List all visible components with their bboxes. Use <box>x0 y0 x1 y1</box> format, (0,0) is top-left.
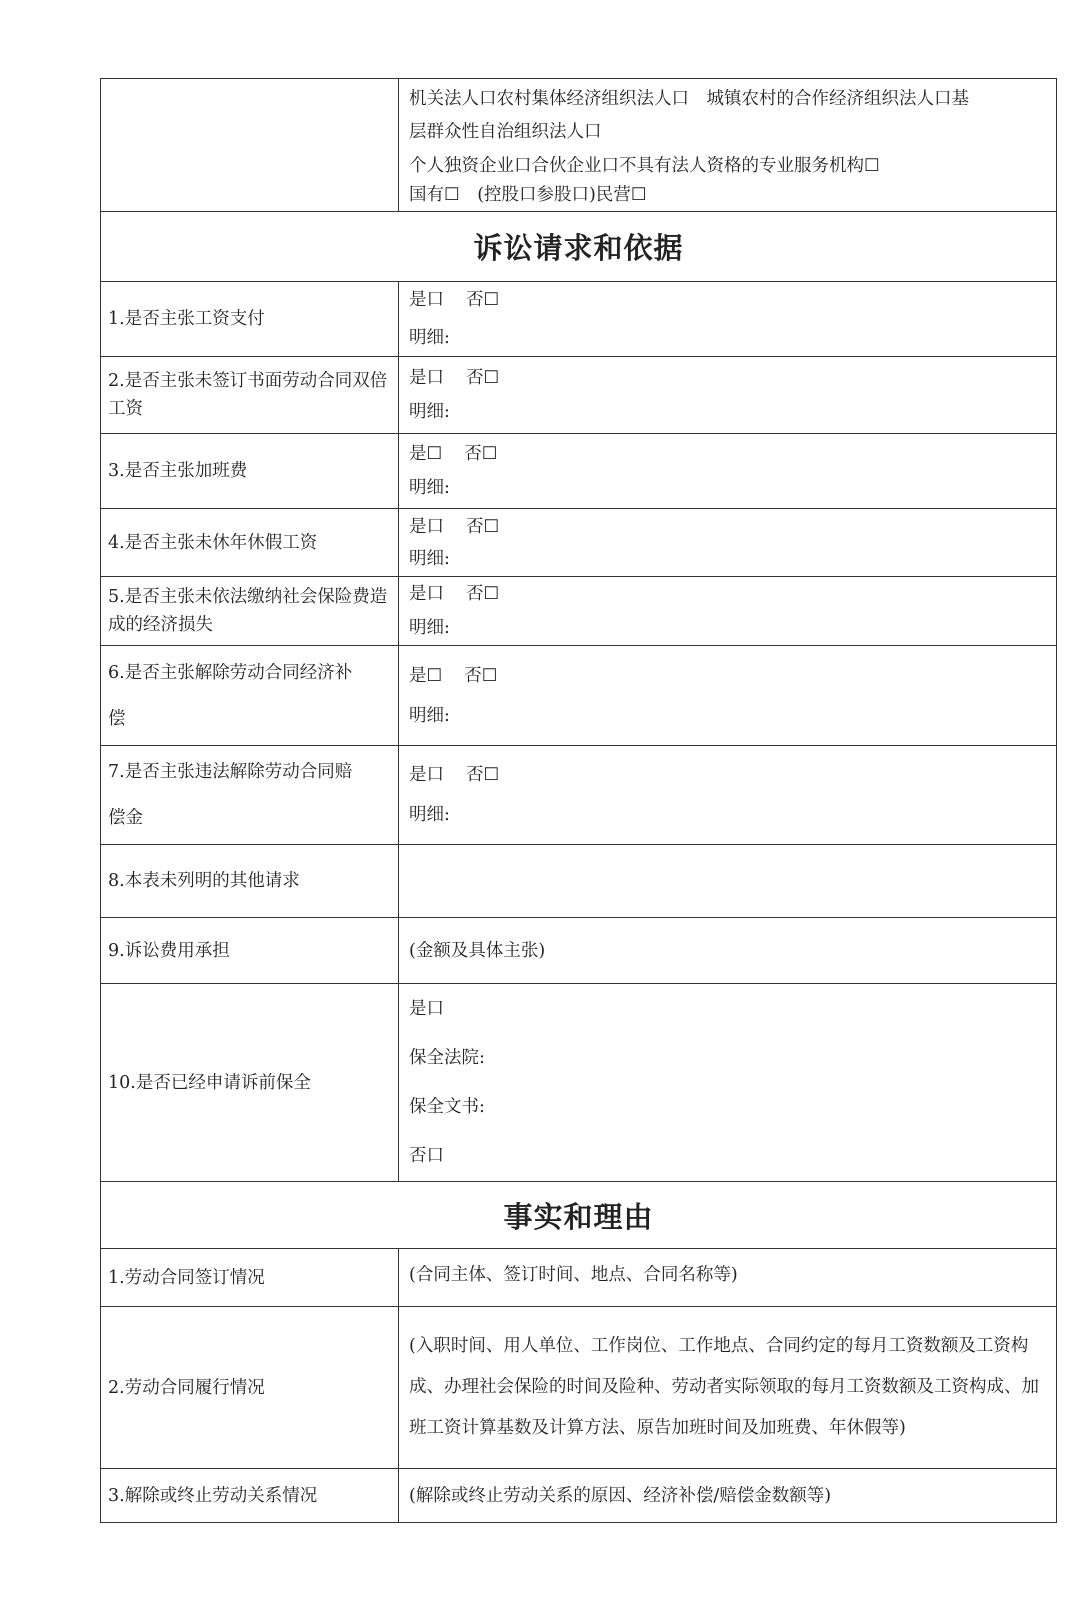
entity-type-line-1: 机关法人口农村集体经济组织法人口 城镇农村的合作经济组织法人口基 <box>409 89 969 109</box>
claim-row-10 <box>101 984 1057 1182</box>
claim-row-5 <box>101 577 1057 646</box>
no-checkbox[interactable]: 否☐ <box>466 368 500 388</box>
yes-checkbox[interactable]: 是口 <box>409 290 444 310</box>
claim-label: 2.是否主张未签订书面劳动合同双倍工资 <box>101 357 399 434</box>
claim-label: 10.是否已经申请诉前保全 <box>101 984 399 1182</box>
detail-field[interactable]: 明细: <box>409 402 450 422</box>
detail-field[interactable]: 明细: <box>409 328 450 348</box>
claim-row-1 <box>101 282 1057 357</box>
claim-row-3 <box>101 434 1057 509</box>
yes-checkbox[interactable]: 是口 <box>409 584 444 604</box>
fact-field[interactable]: (解除或终止劳动关系的原因、经济补偿/赔偿金数额等) <box>399 1469 1057 1523</box>
preservation-doc-field[interactable]: 保全文书: <box>409 1097 485 1117</box>
facts-section-title: 事实和理由 <box>101 1182 1057 1249</box>
form-table <box>100 78 1057 1523</box>
claim-label: 5.是否主张未依法缴纳社会保险费造成的经济损失 <box>101 577 399 646</box>
preservation-court-field[interactable]: 保全法院: <box>409 1048 485 1068</box>
entity-type-label-cell <box>101 79 399 212</box>
claim-answer <box>399 746 1057 845</box>
claim-answer <box>399 509 1057 577</box>
fact-label: 1.劳动合同签订情况 <box>101 1249 399 1307</box>
fact-label: 2.劳动合同履行情况 <box>101 1307 399 1469</box>
claims-section-title: 诉讼请求和依据 <box>101 212 1057 282</box>
yes-checkbox[interactable]: 是口 <box>409 516 444 537</box>
claim-label: 8.本表未列明的其他请求 <box>101 845 399 918</box>
detail-field[interactable]: 明细: <box>409 805 450 825</box>
claim-answer <box>399 282 1057 357</box>
claim-row-4 <box>101 509 1057 577</box>
claim-label: 3.是否主张加班费 <box>101 434 399 509</box>
claim-row-8 <box>101 845 1057 918</box>
entity-type-line-2: 层群众性自治组织法人口 <box>409 122 602 142</box>
claim-label: 6.是否主张解除劳动合同经济补 偿 <box>101 646 399 746</box>
claims-section-header <box>101 212 1057 282</box>
other-claims-field[interactable] <box>399 845 1057 918</box>
claim-label: 7.是否主张违法解除劳动合同赔 偿金 <box>101 746 399 845</box>
claim-label: 9.诉讼费用承担 <box>101 918 399 984</box>
yes-checkbox[interactable]: 是☐ <box>409 444 443 464</box>
facts-section-header <box>101 1182 1057 1249</box>
no-checkbox[interactable]: 否☐ <box>466 765 500 785</box>
cost-field[interactable]: (金额及具体主张) <box>399 918 1057 984</box>
detail-field[interactable]: 明细: <box>409 618 450 638</box>
claim-row-9 <box>101 918 1057 984</box>
claim-row-7 <box>101 746 1057 845</box>
fact-row-1 <box>101 1249 1057 1307</box>
entity-type-row <box>101 79 1057 212</box>
complaint-form <box>100 78 1057 1523</box>
entity-type-line-4: 国有☐ (控股口参股口)民营☐ <box>409 185 647 205</box>
fact-field[interactable]: (入职时间、用人单位、工作岗位、工作地点、合同约定的每月工资数额及工资构成、办理社会保险的时间及险种、劳动者实际领取的每月工资数额及工资构成、加班工资计算基数及计算方法、原告加班时间及加班费、年休假等) <box>399 1307 1057 1469</box>
yes-checkbox[interactable]: 是口 <box>409 765 444 785</box>
fact-label: 3.解除或终止劳动关系情况 <box>101 1469 399 1523</box>
entity-type-options <box>399 79 1057 212</box>
no-checkbox[interactable]: 否☐ <box>466 584 500 604</box>
preservation-answer <box>399 984 1057 1182</box>
claim-row-6 <box>101 646 1057 746</box>
claim-answer <box>399 646 1057 746</box>
claim-answer <box>399 434 1057 509</box>
claim-label: 4.是否主张未休年休假工资 <box>101 509 399 577</box>
no-checkbox[interactable]: 否口 <box>409 1146 444 1166</box>
no-checkbox[interactable]: 否☐ <box>464 444 498 464</box>
detail-field[interactable]: 明细: <box>409 548 450 569</box>
no-checkbox[interactable]: 否☐ <box>464 665 498 686</box>
claim-label: 1.是否主张工资支付 <box>101 282 399 357</box>
no-checkbox[interactable]: 否☐ <box>466 290 500 310</box>
detail-field[interactable]: 明细: <box>409 705 450 726</box>
claim-answer <box>399 577 1057 646</box>
fact-field[interactable]: (合同主体、签订时间、地点、合同名称等) <box>399 1249 1057 1307</box>
yes-checkbox[interactable]: 是口 <box>409 368 444 388</box>
claim-row-2 <box>101 357 1057 434</box>
yes-checkbox[interactable]: 是口 <box>409 999 444 1019</box>
fact-row-3 <box>101 1469 1057 1523</box>
entity-type-line-3: 个人独资企业口合伙企业口不具有法人资格的专业服务机构☐ <box>409 156 880 176</box>
fact-row-2 <box>101 1307 1057 1469</box>
detail-field[interactable]: 明细: <box>409 478 450 498</box>
yes-checkbox[interactable]: 是☐ <box>409 665 443 686</box>
no-checkbox[interactable]: 否☐ <box>466 516 500 537</box>
claim-answer <box>399 357 1057 434</box>
